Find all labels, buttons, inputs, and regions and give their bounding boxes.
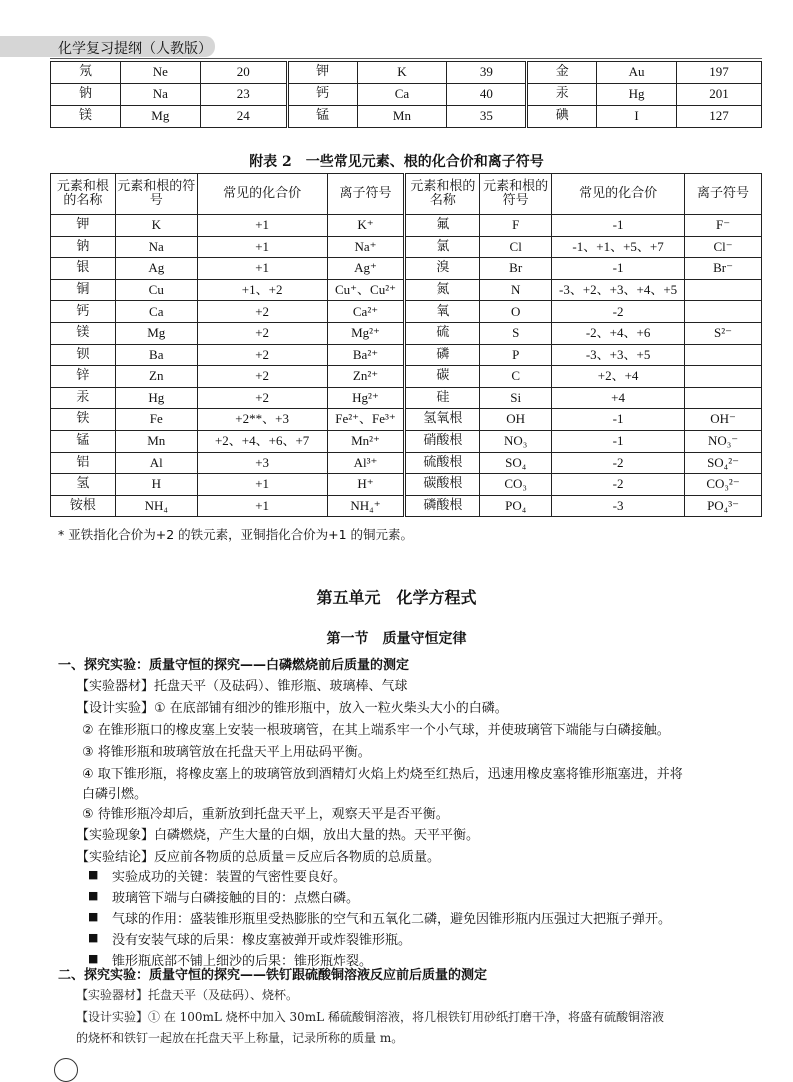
- table-cell: 硫酸根: [405, 452, 480, 474]
- table-cell: Ag: [115, 258, 197, 280]
- table-row: [51, 366, 762, 388]
- table-cell: +2: [197, 366, 327, 388]
- table-cell: Mg: [120, 106, 200, 128]
- table-header-cell: 元素和根的符号: [480, 174, 552, 215]
- table-row: [51, 258, 762, 280]
- table-row: [51, 387, 762, 409]
- table-cell: Ag⁺: [327, 258, 405, 280]
- table-cell: Al³⁺: [327, 452, 405, 474]
- table-cell: H⁺: [327, 474, 405, 496]
- table-cell: 35: [447, 106, 527, 128]
- table-cell: 镁: [51, 322, 116, 344]
- table-cell: Au: [597, 62, 677, 84]
- body-line: 【实验器材】托盘天平（及砝码）、锥形瓶、玻璃棒、气球: [76, 679, 408, 694]
- table-cell: Mn: [357, 106, 447, 128]
- table-cell: 铁: [51, 409, 116, 431]
- list-item: 气球的作用：盛装锥形瓶里受热膨胀的空气和五氧化二磷，避免因锥形瓶内压强过大把瓶子弹开。: [112, 912, 672, 927]
- table-cell: +1: [197, 474, 327, 496]
- table-row: [51, 452, 762, 474]
- table-cell: Na⁺: [327, 236, 405, 258]
- table-row: [51, 430, 762, 452]
- table-header-cell: 元素和根的名称: [405, 174, 480, 215]
- table-cell: 汞: [51, 387, 116, 409]
- table-row: [51, 474, 762, 496]
- table-cell: PO₄³⁻: [685, 495, 762, 517]
- table-cell: 磷酸根: [405, 495, 480, 517]
- table-cell: -2: [552, 474, 685, 496]
- table-cell: 钠: [51, 84, 121, 106]
- table-cell: -3、+3、+5: [552, 344, 685, 366]
- table-cell: [685, 279, 762, 301]
- table-cell: 39: [447, 62, 527, 84]
- table-cell: [685, 387, 762, 409]
- table-cell: Mg: [115, 322, 197, 344]
- table-cell: 锌: [51, 366, 116, 388]
- table-cell: Zn²⁺: [327, 366, 405, 388]
- table-cell: 20: [200, 62, 287, 84]
- body-line: ③ 将锥形瓶和玻璃管放在托盘天平上用砝码平衡。: [82, 745, 371, 760]
- table-cell: +2、+4: [552, 366, 685, 388]
- table-cell: 氮: [405, 279, 480, 301]
- table-cell: S: [480, 322, 552, 344]
- table-row: [51, 215, 762, 237]
- table-cell: +2: [197, 344, 327, 366]
- table-cell: 碳酸根: [405, 474, 480, 496]
- bullet-icon: ■: [88, 868, 99, 881]
- table-cell: 金: [527, 62, 597, 84]
- body-line: ⑤ 待锥形瓶冷却后，重新放到托盘天平上，观察天平是否平衡。: [82, 807, 449, 822]
- table-cell: Na: [115, 236, 197, 258]
- table-cell: +2**、+3: [197, 409, 327, 431]
- table-row: [51, 62, 762, 84]
- table2-caption: 附表 2 一些常见元素、根的化合价和离子符号: [249, 154, 544, 170]
- body-line: 【设计实验】① 在底部铺有细沙的锥形瓶中，放入一粒火柴头大小的白磷。: [76, 701, 508, 716]
- valence-table: [50, 173, 762, 517]
- table-cell: 197: [677, 62, 762, 84]
- table-cell: 钙: [51, 301, 116, 323]
- table-cell: OH⁻: [685, 409, 762, 431]
- table-cell: Na: [120, 84, 200, 106]
- table-cell: O: [480, 301, 552, 323]
- table-cell: -1: [552, 215, 685, 237]
- table-cell: +3: [197, 452, 327, 474]
- table-cell: CO₃²⁻: [685, 474, 762, 496]
- table-header-cell: 元素和根的名称: [51, 174, 116, 215]
- table-cell: Si: [480, 387, 552, 409]
- page-number-circle: [54, 1058, 78, 1082]
- table-cell: Cl⁻: [685, 236, 762, 258]
- table-header-cell: 常见的化合价: [197, 174, 327, 215]
- exp1-title: 一、探究实验：质量守恒的探究——白磷燃烧前后质量的测定: [58, 658, 410, 673]
- table-cell: -1: [552, 258, 685, 280]
- table-cell: Mn: [115, 430, 197, 452]
- table-header-cell: 离子符号: [685, 174, 762, 215]
- table-cell: 磷: [405, 344, 480, 366]
- table-cell: [685, 301, 762, 323]
- body-line: 的烧杯和铁钉一起放在托盘天平上称量，记录所称的质量 m。: [76, 1031, 404, 1045]
- table-cell: Ca²⁺: [327, 301, 405, 323]
- table-cell: Hg²⁺: [327, 387, 405, 409]
- table-cell: 铝: [51, 452, 116, 474]
- table2-footnote: * 亚铁指化合价为+2 的铁元素，亚铜指化合价为+1 的铜元素。: [58, 527, 414, 542]
- table-cell: P: [480, 344, 552, 366]
- table-cell: Hg: [597, 84, 677, 106]
- table-cell: 24: [200, 106, 287, 128]
- table-cell: -1: [552, 430, 685, 452]
- table-cell: 锰: [287, 106, 357, 128]
- table-cell: N: [480, 279, 552, 301]
- table-row: [51, 409, 762, 431]
- table-cell: 硝酸根: [405, 430, 480, 452]
- table-row: [51, 344, 762, 366]
- table-cell: +1: [197, 258, 327, 280]
- table-cell: NO₃⁻: [685, 430, 762, 452]
- table-cell: 氢: [51, 474, 116, 496]
- table-cell: +1: [197, 236, 327, 258]
- body-line: 【实验器材】托盘天平（及砝码）、烧杯。: [76, 988, 299, 1002]
- table-cell: 碘: [527, 106, 597, 128]
- table-cell: 铜: [51, 279, 116, 301]
- unit-title: 第五单元 化学方程式: [316, 588, 477, 607]
- table-cell: +2、+4、+6、+7: [197, 430, 327, 452]
- table-header-cell: 元素和根的符号: [115, 174, 197, 215]
- table-cell: Hg: [115, 387, 197, 409]
- table-cell: -1、+1、+5、+7: [552, 236, 685, 258]
- table-cell: 钙: [287, 84, 357, 106]
- table-cell: Ca: [115, 301, 197, 323]
- table-cell: Fe²⁺、Fe³⁺: [327, 409, 405, 431]
- table-cell: +2: [197, 301, 327, 323]
- table-cell: +1: [197, 215, 327, 237]
- table-cell: NH₄: [115, 495, 197, 517]
- table-cell: +4: [552, 387, 685, 409]
- list-item: 玻璃管下端与白磷接触的目的：点燃白磷。: [112, 891, 360, 906]
- table-cell: 钾: [51, 215, 116, 237]
- table-cell: [685, 344, 762, 366]
- table-cell: 硫: [405, 322, 480, 344]
- table-cell: Br⁻: [685, 258, 762, 280]
- table-row: [51, 301, 762, 323]
- table-row: [51, 84, 762, 106]
- body-line: 【设计实验】① 在 100mL 烧杯中加入 30mL 稀硫酸铜溶液，将几根铁钉用砂纸打磨干净，将盛有硫酸铜溶液: [76, 1010, 664, 1024]
- table-cell: Mg²⁺: [327, 322, 405, 344]
- table-cell: -2: [552, 301, 685, 323]
- table-row: [51, 279, 762, 301]
- table-cell: -3: [552, 495, 685, 517]
- table-cell: Ba: [115, 344, 197, 366]
- table-cell: -2、+4、+6: [552, 322, 685, 344]
- list-item: 锥形瓶底部不铺上细沙的后果：锥形瓶炸裂。: [112, 954, 373, 969]
- table-cell: SO₄: [480, 452, 552, 474]
- table-cell: Ca: [357, 84, 447, 106]
- table-cell: Al: [115, 452, 197, 474]
- list-item: 实验成功的关键：装置的气密性要良好。: [112, 870, 347, 885]
- table-cell: Cu: [115, 279, 197, 301]
- table-cell: 钾: [287, 62, 357, 84]
- table-cell: H: [115, 474, 197, 496]
- exp2-title: 二、探究实验：质量守恒的探究——铁钉跟硫酸铜溶液反应前后质量的测定: [58, 968, 488, 983]
- table-cell: 氢氧根: [405, 409, 480, 431]
- table-cell: OH: [480, 409, 552, 431]
- table-cell: 氧: [405, 301, 480, 323]
- table-cell: K: [115, 215, 197, 237]
- body-line: 【实验结论】反应前各物质的总质量＝反应后各物质的总质量。: [76, 850, 441, 865]
- table-cell: I: [597, 106, 677, 128]
- bullet-icon: ■: [88, 931, 99, 944]
- table-row: [51, 106, 762, 128]
- table-cell: +2: [197, 387, 327, 409]
- table-cell: [685, 366, 762, 388]
- table-cell: -1: [552, 409, 685, 431]
- table-cell: Ne: [120, 62, 200, 84]
- body-line: ④ 取下锥形瓶，将橡皮塞上的玻璃管放到酒精灯火焰上灼烧至红热后，迅速用橡皮塞将锥形瓶塞进，并将: [82, 767, 683, 782]
- table-cell: 硅: [405, 387, 480, 409]
- table-cell: 钡: [51, 344, 116, 366]
- table-cell: Cu⁺、Cu²⁺: [327, 279, 405, 301]
- bullet-icon: ■: [88, 910, 99, 923]
- table-cell: 锰: [51, 430, 116, 452]
- table-cell: 银: [51, 258, 116, 280]
- table-row: [51, 236, 762, 258]
- header-rule: [50, 58, 762, 59]
- section-title: 第一节 质量守恒定律: [326, 631, 467, 647]
- table-cell: 钠: [51, 236, 116, 258]
- table-cell: 40: [447, 84, 527, 106]
- table-cell: 铵根: [51, 495, 116, 517]
- table-cell: -2: [552, 452, 685, 474]
- table-cell: 汞: [527, 84, 597, 106]
- table-cell: Br: [480, 258, 552, 280]
- table-cell: F⁻: [685, 215, 762, 237]
- table-cell: Mn²⁺: [327, 430, 405, 452]
- table-cell: CO₃: [480, 474, 552, 496]
- table-cell: Cl: [480, 236, 552, 258]
- table-cell: -3、+2、+3、+4、+5: [552, 279, 685, 301]
- table-cell: Zn: [115, 366, 197, 388]
- body-line: 【实验现象】白磷燃烧，产生大量的白烟，放出大量的热。天平平衡。: [76, 828, 480, 843]
- table-cell: +2: [197, 322, 327, 344]
- atomic-mass-table: [50, 61, 762, 128]
- table-cell: 氖: [51, 62, 121, 84]
- table-header-cell: 常见的化合价: [552, 174, 685, 215]
- table-cell: F: [480, 215, 552, 237]
- table-cell: 23: [200, 84, 287, 106]
- table-cell: 碳: [405, 366, 480, 388]
- bullet-icon: ■: [88, 889, 99, 902]
- table-row: [51, 495, 762, 517]
- table-cell: 镁: [51, 106, 121, 128]
- table-cell: 201: [677, 84, 762, 106]
- table-cell: S²⁻: [685, 322, 762, 344]
- table-cell: 溴: [405, 258, 480, 280]
- table-cell: Ba²⁺: [327, 344, 405, 366]
- table-cell: 127: [677, 106, 762, 128]
- table-cell: +1、+2: [197, 279, 327, 301]
- table-header-cell: 离子符号: [327, 174, 405, 215]
- header-title: 化学复习提纲（人教版）: [58, 41, 212, 57]
- table-header-row: [51, 174, 762, 215]
- table-row: [51, 322, 762, 344]
- table-cell: SO₄²⁻: [685, 452, 762, 474]
- body-line: 白磷引燃。: [82, 787, 148, 802]
- table-cell: C: [480, 366, 552, 388]
- table-cell: K⁺: [327, 215, 405, 237]
- table-cell: NO₃: [480, 430, 552, 452]
- table-cell: +1: [197, 495, 327, 517]
- list-item: 没有安装气球的后果：橡皮塞被弹开或炸裂锥形瓶。: [112, 933, 412, 948]
- bullet-icon: ■: [88, 952, 99, 965]
- table-cell: NH₄⁺: [327, 495, 405, 517]
- table-cell: Fe: [115, 409, 197, 431]
- table-cell: K: [357, 62, 447, 84]
- table-cell: PO₄: [480, 495, 552, 517]
- table-cell: 氟: [405, 215, 480, 237]
- table-cell: 氯: [405, 236, 480, 258]
- body-line: ② 在锥形瓶口的橡皮塞上安装一根玻璃管，在其上端系牢一个小气球，并使玻璃管下端能与白磷接触。: [82, 723, 670, 738]
